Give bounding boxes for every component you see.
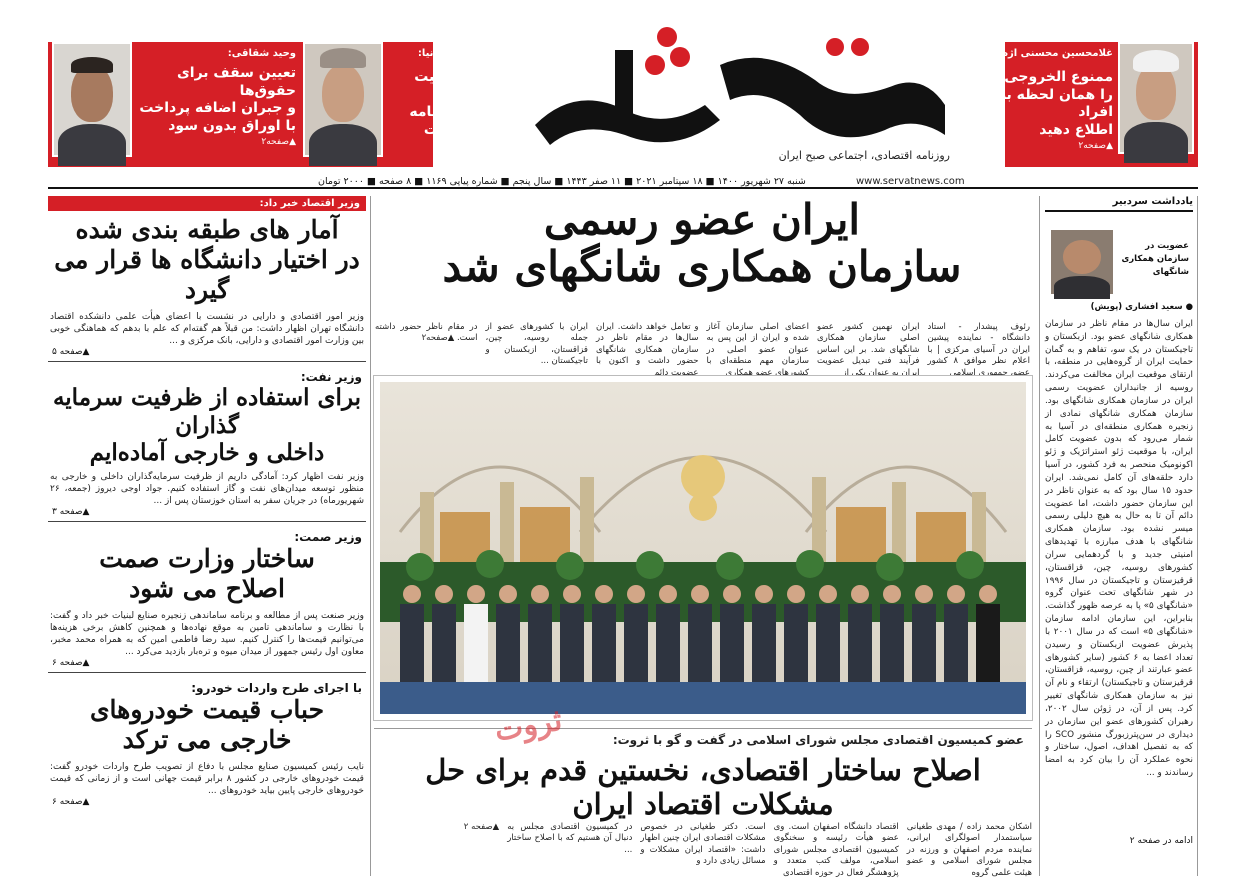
column-rule	[370, 196, 371, 876]
divider	[48, 672, 366, 673]
main-headline-line-1: ایران عضو رسمی	[543, 195, 861, 244]
leader-figure	[784, 604, 808, 682]
leader-figure	[880, 604, 904, 682]
leader-figure	[624, 604, 648, 682]
leader-head	[723, 585, 741, 603]
column-rule	[1039, 196, 1040, 876]
leader-figure	[688, 604, 712, 682]
leader-figure	[400, 604, 424, 682]
editorial-author: ● سعید افشاری (پویش)	[1090, 302, 1193, 312]
teaser-3[interactable]	[136, 48, 296, 147]
teaser-1-headline: ممنوع الخروجی را همان لحظه به افراد اطلاع دهید	[997, 69, 1113, 138]
editorial-column	[1045, 196, 1198, 876]
interview-headline: اصلاح ساختار اقتصادی، نخستین قدم برای حل مشکلات اقتصاد ایران	[425, 753, 981, 821]
story-1-body: وزیر امور اقتصادی و دارایی در نشست با اعضای هیأت علمی دانشکده اقتصاد دانشگاه تهران اظهار داشت: من قبلاً هم گفته‌ام که علم با بدهم که هماهنگی خوبی بین وزارت امور اقتصادی و دارایی، بانک مرکزی و ...	[50, 312, 364, 347]
story-3-headline[interactable]: ساختار وزارت صمت اصلاح می شود	[99, 543, 315, 603]
leader-figure	[592, 604, 616, 682]
teaser-3-page-ref: ▲صفحه۲	[261, 137, 296, 147]
main-story-col: اعضای اصلی سازمان آغاز شده و ایران از این پس به عنوان عضو اصلی در سازمان مهم منطقه‌ای با کشورهای عضو همکاری	[706, 322, 809, 378]
story-4-label: با اجرای طرح واردات خودرو:	[191, 680, 362, 695]
leader-head	[851, 585, 869, 603]
newspaper-logo	[515, 25, 955, 165]
leader-figure	[496, 604, 520, 682]
teaser-photo-ejei	[1118, 42, 1194, 154]
leader-head	[819, 585, 837, 603]
interview-columns	[374, 822, 1032, 876]
editorial-body: ایران سال‌ها در مقام ناظر در سازمان همکاری شانگهای عضو بود. ازبکستان و تاجیکستان در یک سو، تفاهم و به گمان حمایت ایران از گروه‌هایی در منطقه، با ارتقای موقعیت ایران مخالفت می‌کردند. روسیه از جانبداران عضویت رسمی ایران در سازمان همکاری شانگهای بود. سازمان همکاری شانگهای نمادی از زنجیره همکاری منطقه‌ای در آسیا به شمار می‌رود که بدون عضویت کامل ایران، با موقعیت ژئو استراتژیک و ژئو اکونومیک منحصر به فرد کشور، در آسیا دارد حلقه‌های آن کامل نمی‌شد. ایران حدود ۱۵ سال بود که به عنوان ناظر در این سازمان حضور داشت، اما عضویت دائم آن تا به حال به هیچ دلیلی رسمی میسر نشده بود. سازمان همکاری شانگهای با هدف مبارزه با تهدیدهای امنیتی جدید و با گردهمایی سران کشورهای روسیه، چین، قزاقستان، قرقیزستان و تاجیکستان در سال ۱۹۹۶ در شهر شانگهای تحت عنوان گروه «شانگهای ۵» پا به عرصه ظهور گذاشت. بنابراین، این سازمان ادامه سازمان «شانگهای ۵» است که در سال ۲۰۰۱ با پذیرش عضویت ازبکستان و رسیدن تعداد اعضا به ۶ کشور (سایر کشورهای عضو عبارتند از چین، روسیه، قزاقستان، قرقیزستان و تاجیکستان) ارتقاء و نام آن نیز به سازمان همکاری شانگهای تغییر کرد. پس از آن، در ژوئن سال ۲۰۰۲، رهبران کشورهای عضو این سازمان در دیداری در سن‌پترزبورگ منشور SCO را که به تفصیل اهداف، اصول، ساختار و نحوه عملکرد آن را بیان کرد به امضا رساندند و ...	[1045, 319, 1193, 778]
interview-col: اشکان محمد زاده / مهدی طغیانی سیاستمدار اصولگرای ایرانی، نماینده مردم اصفهان و ورزنه در مجلس شورای اسلامی و عضو هیئت علمی گروه	[906, 822, 1032, 878]
leader-head	[595, 585, 613, 603]
leader-head	[691, 585, 709, 603]
leader-figure	[912, 604, 936, 682]
story-2-page-ref[interactable]: ▲صفحه ۳	[52, 506, 90, 517]
left-column	[48, 196, 366, 876]
divider	[48, 361, 366, 362]
story-2-headline[interactable]: برای استفاده از ظرفیت سرمایه گذاران داخلی و خارجی آماده‌ایم	[52, 384, 362, 467]
main-story-col: و تعامل خواهد داشت. ایران سال‌ها در مقام ناظر در سازمان همکاری شانگهای حضور داشت و اکنون با عضویت دائم	[596, 322, 699, 378]
teaser-2-headline: تغییر ظرفیت تولید خودرو، برنامه جدید وزارت صمت	[409, 69, 504, 155]
teaser-2[interactable]	[386, 48, 504, 169]
interview-kicker: عضو کمیسیون اقتصادی مجلس شورای اسلامی در گفت و گو با ثروت:	[612, 733, 1024, 747]
leader-head	[499, 585, 517, 603]
story-4-body: نایب رئیس کمیسیون صنایع مجلس با دفاع از تصویب طرح واردات خودرو گفت: قیمت خودروهای خارجی در کشور ۸ برابر قیمت جهانی است و از زمانی که قیمت خودروهای خارجی پایین بیاید خودروهای ...	[50, 761, 364, 797]
leader-figure	[848, 604, 872, 682]
main-headline-line-2: سازمان همکاری شانگهای شد	[442, 242, 962, 292]
leader-figure	[976, 604, 1000, 682]
story-4-headline[interactable]: حباب قیمت خودروهای خارجی می ترکد	[89, 694, 325, 754]
editorial-title: یادداشت سردبیر	[1045, 196, 1193, 212]
leader-figure	[656, 604, 680, 682]
teaser-photo-salehinia	[303, 42, 383, 157]
teaser-1[interactable]	[968, 48, 1113, 151]
leader-head	[755, 585, 773, 603]
leader-figure	[432, 604, 456, 682]
story-1-label: وزیر اقتصاد خبر داد:	[48, 196, 366, 211]
editorial-continued[interactable]: ادامه در صفحه ۲	[1129, 836, 1193, 846]
leader-figure	[720, 604, 744, 682]
masthead-rule	[48, 187, 1198, 189]
leader-head	[947, 585, 965, 603]
watermark-text: ثروت	[492, 702, 565, 749]
leader-head	[787, 585, 805, 603]
main-story-columns	[375, 322, 1030, 378]
main-story-col: رئوف پیشدار - استاد دانشگاه - نماینده پیشین ایران در آسیای مرکزی | با اعلام نظر موافق ۸ کشور عضو، جمهوری اسلامی	[927, 322, 1030, 378]
story-1-headline[interactable]: آمار های طبقه بندی شده در اختیار دانشگاه ها قرار می گیرد	[54, 215, 360, 304]
teaser-2-page-ref: ▲صفحه۶	[469, 158, 504, 169]
summit-photo-illustration	[380, 382, 1026, 714]
editorial-header-box	[1045, 218, 1193, 298]
main-story-col: ایران با کشورهای عضو از جمله روسیه، چین، قزاقستان، ازبکستان و تاجیکستان ...	[485, 322, 588, 367]
leader-head	[627, 585, 645, 603]
teaser-2-speaker: محسن صالحی‌نیا:	[417, 48, 504, 59]
leader-head	[659, 585, 677, 603]
leader-head	[883, 585, 901, 603]
leader-head	[435, 585, 453, 603]
editorial-author-photo	[1051, 230, 1113, 294]
teaser-photo-shaghaghi	[52, 42, 132, 157]
teaser-1-page-ref: ▲صفحه۲	[1078, 141, 1113, 151]
leader-head	[915, 585, 933, 603]
leader-figure	[752, 604, 776, 682]
story-2-label: وزیر نفت:	[300, 370, 362, 384]
main-headline[interactable]	[372, 196, 1032, 290]
leader-figure	[528, 604, 552, 682]
story-3-label: وزیر صمت:	[294, 529, 362, 544]
leader-head	[531, 585, 549, 603]
leader-head	[403, 585, 421, 603]
interview-col: ▲صفحه ۲	[463, 822, 500, 832]
editorial-subtitle: عضویت در سازمان همکاری شانگهای	[1121, 241, 1189, 277]
main-story-col: ایران نهمین کشور عضو اصلی سازمان همکاری شانگهای شد. بر این اساس فرآیند فنی تبدیل عضویت ایران به عنوان یکی از	[817, 322, 920, 378]
story-3-page-ref[interactable]: ▲صفحه ۶	[52, 657, 90, 668]
interview-col: است. دکتر طغیانی در خصوص مشکلات اقتصادی ایران چنین اظهار داشت: «اقتصاد ایران مشکلات و مسائل زیادی دارد و	[640, 822, 766, 867]
story-4-page-ref[interactable]: ▲صفحه ۶	[52, 796, 90, 807]
divider	[48, 521, 366, 522]
main-story-col: در مقام ناظر حضور داشته است. ▲صفحه۲	[375, 322, 478, 344]
dateline: شنبه ۲۷ شهریور ۱۴۰۰ ■ ۱۸ سپتامبر ۲۰۲۱ ■ ۱۱ صفر ۱۴۴۳ ■ سال پنجم ■ شماره پیاپی ۱۱۶۹ ■ ۸ صفحه ■ ۲۰۰۰ تومان	[318, 176, 806, 187]
leader-figure	[944, 604, 968, 682]
leader-figure	[560, 604, 584, 682]
interview-col: اقتصاد دانشگاه اصفهان است. وی عضو هیأت رئیسه و سخنگوی کمیسیون اقتصادی مجلس شورای اسلامی، مولف کتب متعدد و پژوهشگر فعال در حوزه اقتصادی	[773, 822, 899, 878]
masthead-tagline: روزنامه اقتصادی، اجتماعی صبح ایران	[778, 149, 950, 162]
story-2-body: وزیر نفت اظهار کرد: آمادگی داریم از ظرفیت سرمایه‌گذاران داخلی و خارجی به منظور توسعه میدان‌های نفت و گاز استفاده کنیم. جواد اوجی دیروز (جمعه، ۲۶ شهریورماه) در جریان سفر به استان خوزستان پس از ...	[50, 471, 364, 507]
website-url[interactable]: www.servatnews.com	[856, 176, 965, 187]
teaser-3-headline: تعیین سقف برای حقوق‌ها و جبران اضافه پرداخت با اوراق بدون سود	[139, 65, 296, 134]
story-1-page-ref[interactable]: ▲صفحه ۵	[52, 347, 90, 357]
summit-group-photo	[374, 376, 1032, 720]
story-3-body: وزیر صنعت پس از مطالعه و برنامه ساماندهی زنجیره صنایع لبنیات خبر داد و گفت: با نظارت و ساماندهی تامین به موقع نهاده‌ها و همچنین کاهش برخی هزینه‌ها می‌توانیم قیمت‌ها را کنترل کنیم. سید رضا فاطمی امین که به همراه محمد مخبر، معاون اول رئیس جمهور از میدان میوه و تره‌بار بازدید می‌کرد ...	[50, 610, 364, 658]
leader-head	[563, 585, 581, 603]
leader-head	[467, 585, 485, 603]
teaser-1-speaker: غلامحسین محسنی اژه‌ای:	[985, 48, 1113, 59]
leader-head	[979, 585, 997, 603]
teaser-3-speaker: وحید شقاقی:	[227, 48, 296, 59]
leader-figure	[816, 604, 840, 682]
leader-figure	[464, 604, 488, 682]
interview-col: در کمیسیون اقتصادی مجلس به دنبال آن هستیم که با اصلاح ساختار ...	[507, 822, 633, 855]
